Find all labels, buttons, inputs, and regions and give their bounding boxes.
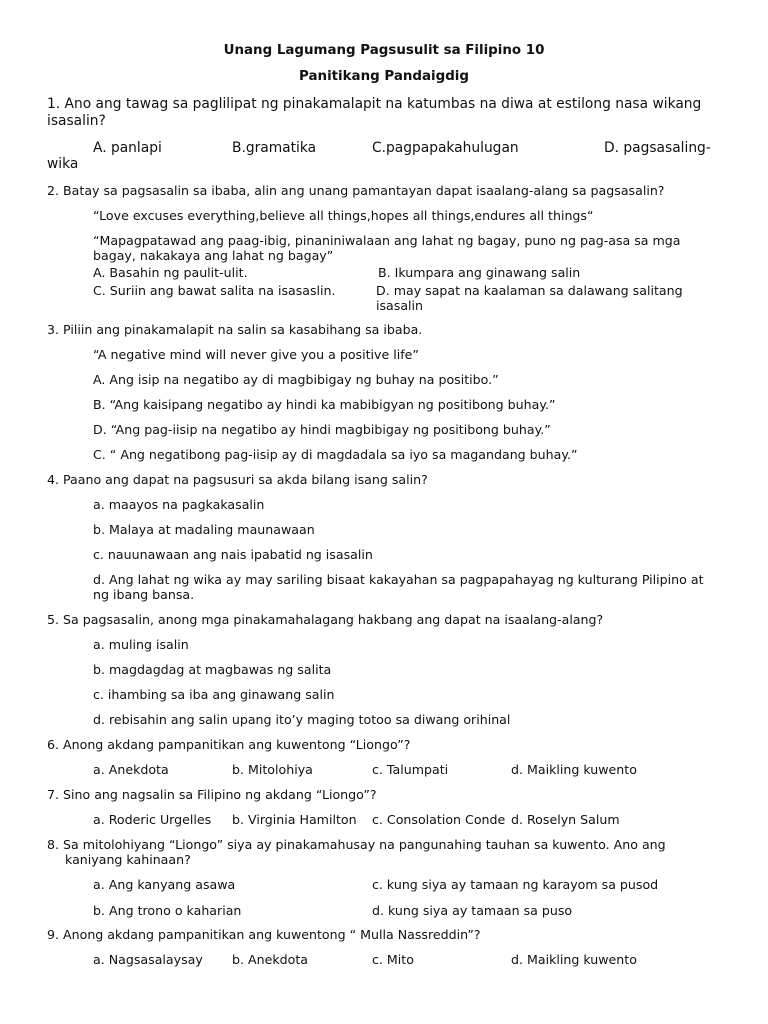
q1-choice-a: A. panlapi	[93, 140, 162, 156]
question-2-text: 2. Batay sa pagsasalin sa ibaba, alin ang unang pamantayan dapat isaalang-alang sa pagsasalin?	[47, 183, 665, 198]
question-8-text: 8. Sa mitolohiyang “Liongo” siya ay pinakamahusay na pangunahing tauhan sa kuwento. Ano ang	[47, 837, 666, 852]
q6-choice-b: b. Mitolohiya	[232, 762, 313, 777]
q7-choice-b: b. Virginia Hamilton	[232, 812, 357, 827]
q6-choice-d: d. Maikling kuwento	[511, 762, 637, 777]
exam-title: Unang Lagumang Pagsusulit sa Filipino 10	[223, 43, 545, 58]
question-7-text: 7. Sino ang nagsalin sa Filipino ng akdang “Liongo”?	[47, 787, 377, 802]
q3-choice-a: A. Ang isip na negatibo ay di magbibigay ng buhay na positibo.”	[93, 372, 499, 387]
question-1-text-cont: isasalin?	[47, 113, 106, 129]
q7-choice-c: c. Consolation Conde	[372, 812, 506, 827]
q5-choice-b: b. magdagdag at magbawas ng salita	[93, 662, 332, 677]
q1-choice-b: B.gramatika	[232, 140, 317, 156]
q2-choice-d-cont: isasalin	[376, 298, 424, 313]
q3-choice-d: D. “Ang pag-iisip na negatibo ay hindi magbibigay ng positibong buhay.”	[93, 422, 551, 437]
q2-choice-a: A. Basahin ng paulit-ulit.	[93, 265, 248, 280]
question-4-text: 4. Paano ang dapat na pagsusuri sa akda bilang isang salin?	[47, 472, 428, 487]
q5-choice-a: a. muling isalin	[93, 637, 189, 652]
q8-choice-c: c. kung siya ay tamaan ng karayom sa pusod	[372, 877, 659, 892]
q2-filipino-quote-cont: bagay, nakakaya ang lahat ng bagay”	[93, 248, 334, 263]
q2-choice-c: C. Suriin ang bawat salita na isasaslin.	[93, 283, 336, 298]
q8-choice-b: b. Ang trono o kaharian	[93, 903, 242, 918]
question-9-text: 9. Anong akdang pampanitikan ang kuwentong “ Mulla Nassreddin”?	[47, 927, 481, 942]
q5-choice-d: d. rebisahin ang salin upang ito’y maging totoo sa diwang orihinal	[93, 712, 511, 727]
q9-choice-a: a. Nagsasalaysay	[93, 952, 203, 967]
q5-choice-c: c. ihambing sa iba ang ginawang salin	[93, 687, 335, 702]
q2-filipino-quote: “Mapagpatawad ang paag-ibig, pinaniniwalaan ang lahat ng bagay, puno ng pag-asa sa mga	[93, 233, 681, 248]
q4-choice-a: a. maayos na pagkakasalin	[93, 497, 265, 512]
q7-choice-d: d. Roselyn Salum	[511, 812, 620, 827]
question-6-text: 6. Anong akdang pampanitikan ang kuwentong “Liongo”?	[47, 737, 411, 752]
q9-choice-b: b. Anekdota	[232, 952, 308, 967]
q8-choice-d: d. kung siya ay tamaan sa puso	[372, 903, 573, 918]
q2-choice-b: B. Ikumpara ang ginawang salin	[378, 265, 581, 280]
q1-choice-d-cont: wika	[47, 156, 79, 172]
q4-choice-d-cont: ng ibang bansa.	[93, 587, 195, 602]
q8-choice-a: a. Ang kanyang asawa	[93, 877, 236, 892]
q9-choice-c: c. Mito	[372, 952, 414, 967]
q2-choice-d: D. may sapat na kaalaman sa dalawang salitang	[376, 283, 683, 298]
question-3-text: 3. Piliin ang pinakamalapit na salin sa kasabihang sa ibaba.	[47, 322, 423, 337]
q6-choice-c: c. Talumpati	[372, 762, 449, 777]
q3-choice-c: C. “ Ang negatibong pag-iisip ay di magdadala sa iyo sa magandang buhay.”	[93, 447, 578, 462]
q1-choice-d: D. pagsasaling-	[604, 140, 711, 156]
q6-choice-a: a. Anekdota	[93, 762, 169, 777]
q1-choice-c: C.pagpapakahulugan	[372, 140, 519, 156]
question-8-text-cont: kaniyang kahinaan?	[65, 852, 191, 867]
exam-subtitle: Panitikang Pandaigdig	[299, 69, 469, 84]
question-1-text: 1. Ano ang tawag sa paglilipat ng pinakamalapit na katumbas na diwa at estilong nasa wikang	[47, 96, 702, 112]
q3-choice-b: B. “Ang kaisipang negatibo ay hindi ka mabibigyan ng positibong buhay.”	[93, 397, 556, 412]
q3-quote: “A negative mind will never give you a positive life”	[93, 347, 419, 362]
q2-english-quote: “Love excuses everything,believe all things,hopes all things,endures all things“	[93, 208, 594, 223]
q4-choice-c: c. nauunawaan ang nais ipabatid ng isasalin	[93, 547, 373, 562]
q4-choice-d: d. Ang lahat ng wika ay may sariling bisaat kakayahan sa pagpapahayag ng kulturang Pilipino at	[93, 572, 704, 587]
q7-choice-a: a. Roderic Urgelles	[93, 812, 212, 827]
question-5-text: 5. Sa pagsasalin, anong mga pinakamahalagang hakbang ang dapat na isaalang-alang?	[47, 612, 604, 627]
q9-choice-d: d. Maikling kuwento	[511, 952, 637, 967]
q4-choice-b: b. Malaya at madaling maunawaan	[93, 522, 315, 537]
